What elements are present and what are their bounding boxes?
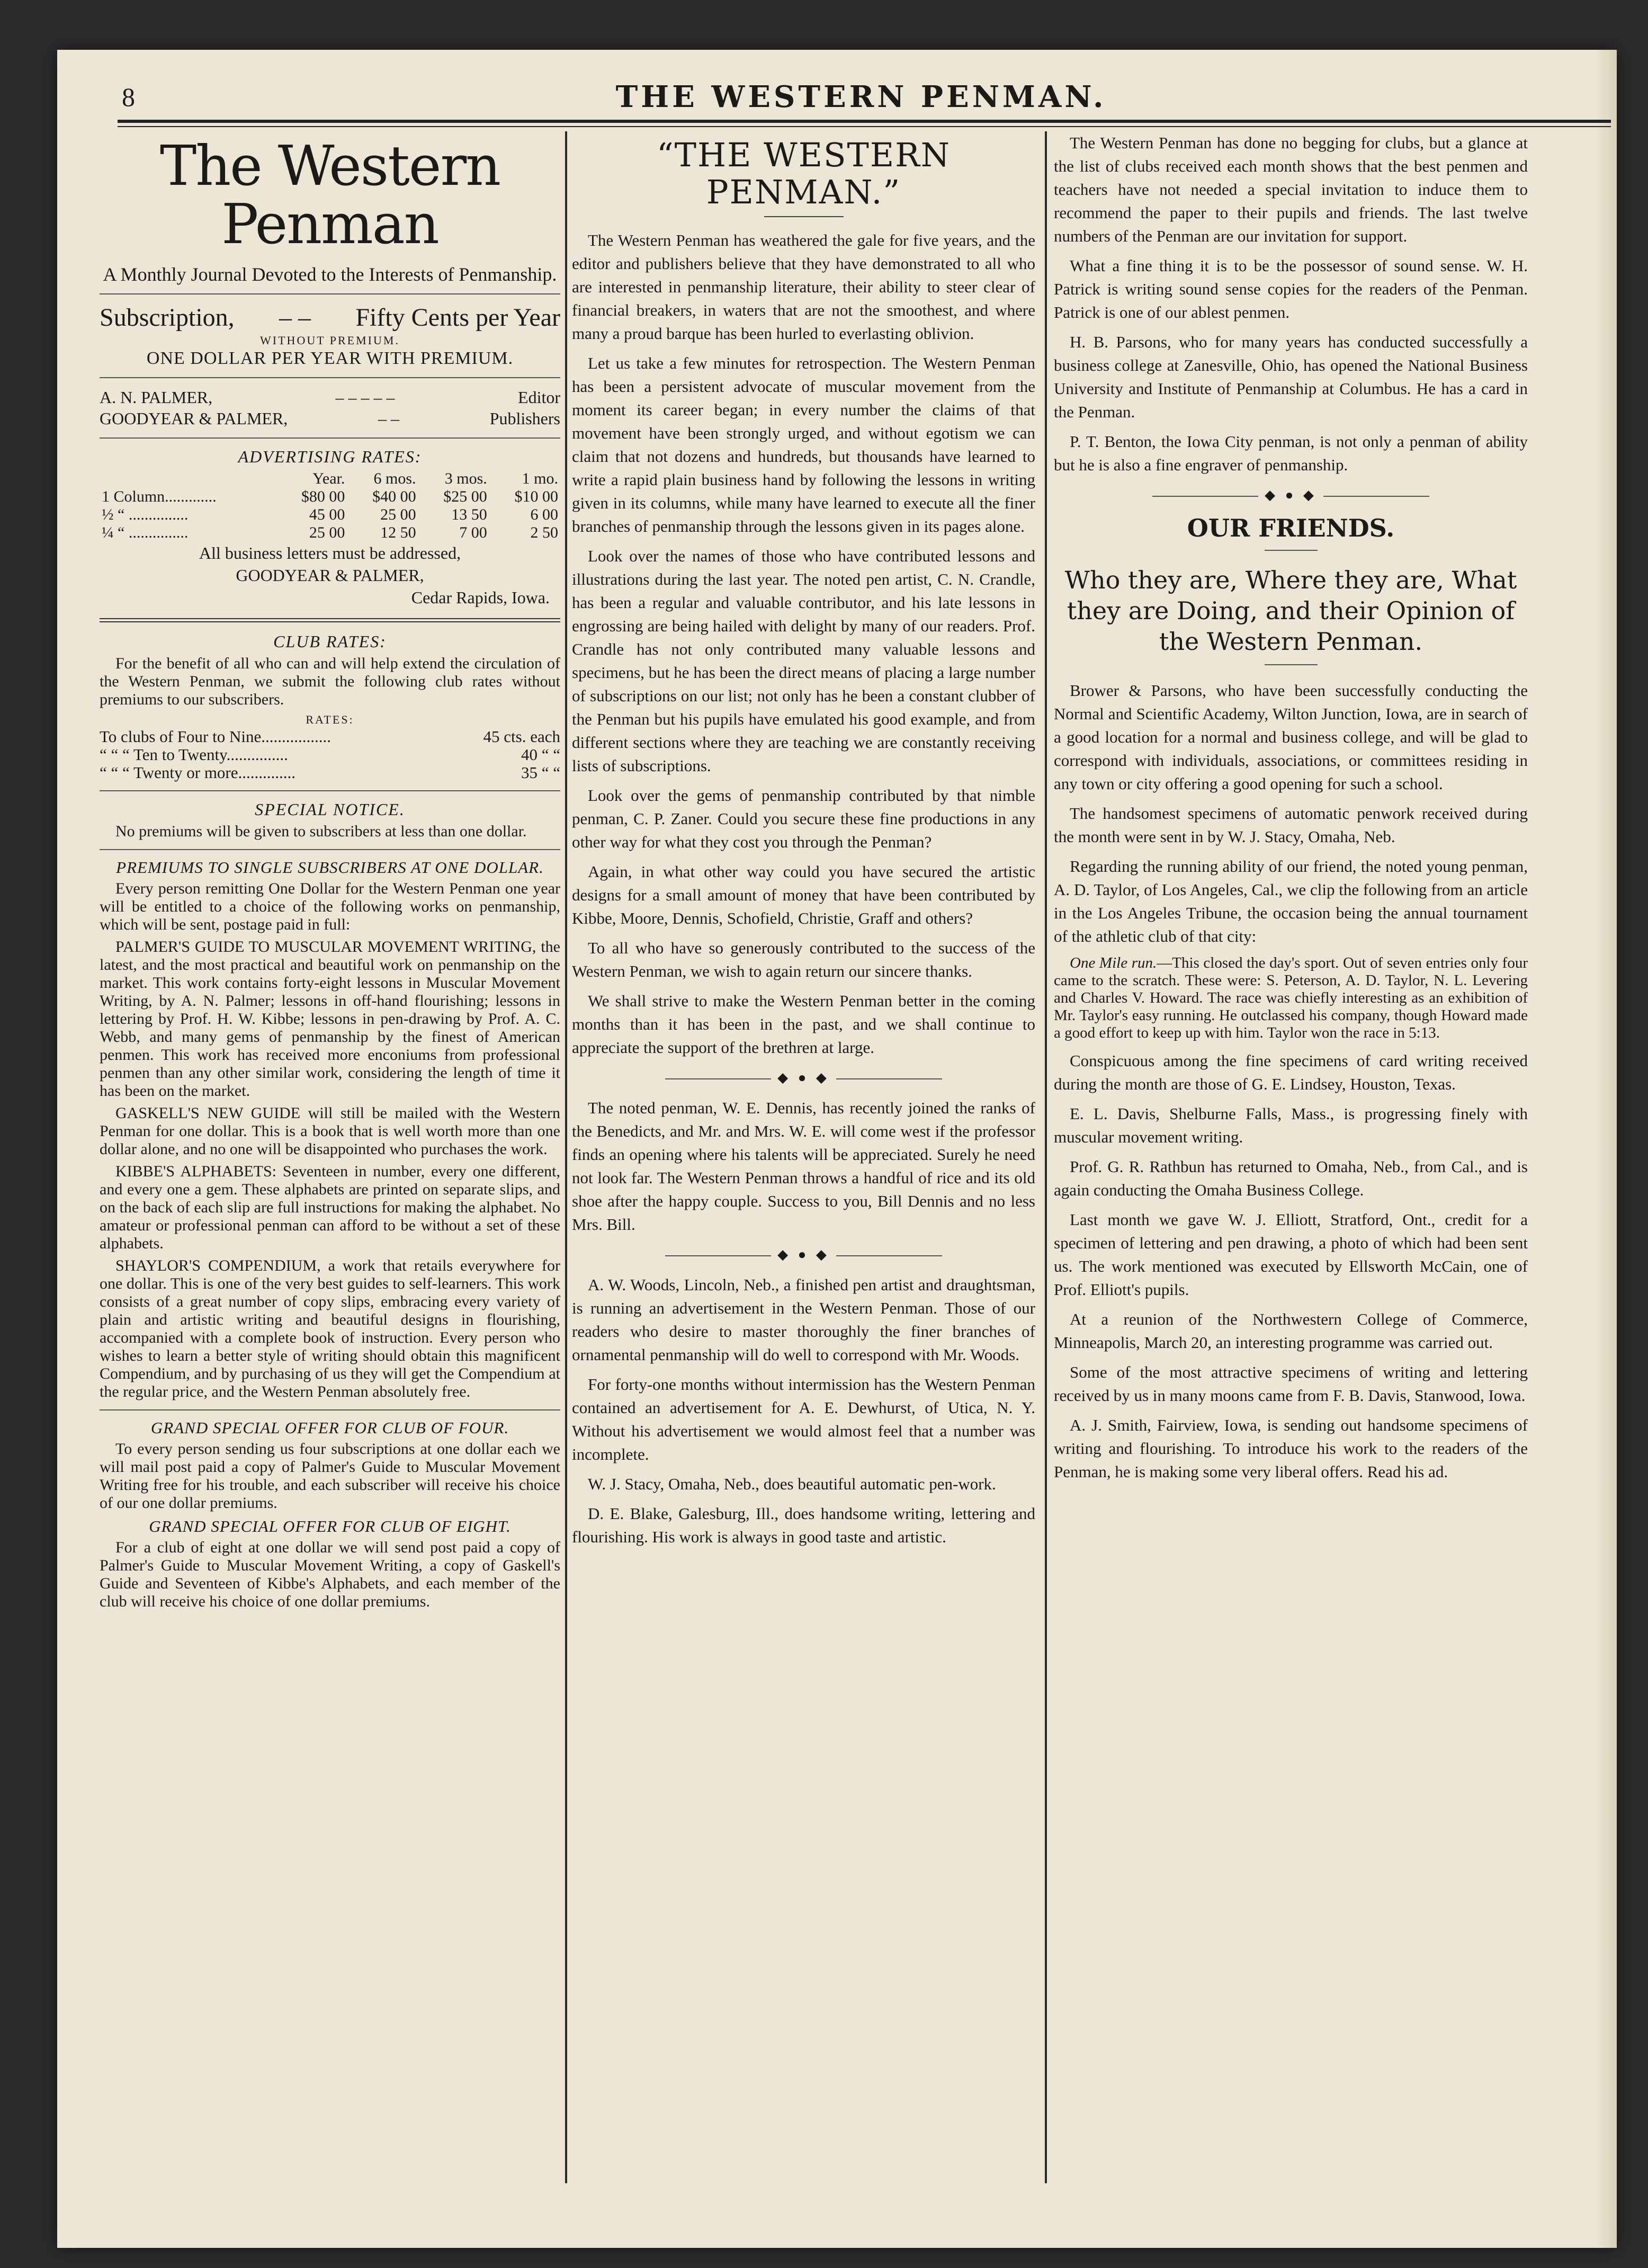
special-notice-text: No premiums will be given to subscribers at less than one dollar.: [115, 823, 527, 840]
news-item: The handsomest specimens of automatic penwork received during the month were sent in by W. J. Stacy, Omaha, Neb.: [1054, 804, 1528, 846]
header-rule: [118, 120, 1611, 127]
friends-subheading: Who they are, Where they are, What they are Doing, and their Opinion of the Western Penman.: [1064, 566, 1517, 656]
premiums-intro: Every person remitting One Dollar for the Western Penman one year will be entitled to a choice of the following works on penmanship, which will be sent, postage paid in full:: [100, 880, 560, 933]
club-row-label: To clubs of Four to Nine.................: [100, 727, 331, 746]
table-cell: 25 00: [309, 524, 345, 541]
editor-dashes: – – – – –: [335, 388, 395, 407]
club-row-label: “ “ “ Twenty or more..............: [100, 763, 296, 782]
column-right: [1054, 131, 1528, 2173]
double-divider: [100, 618, 560, 622]
news-item: E. L. Davis, Shelburne Falls, Mass., is progressing finely with muscular movement writing.: [1054, 1104, 1528, 1146]
divider: [100, 437, 560, 439]
club-rates-text: For the benefit of all who can and will help extend the circulation of the Western Penman, we submit the following club rates without premiums to our subscribers.: [100, 655, 560, 708]
page-binding-shadow: [1596, 50, 1617, 2248]
news-item: Prof. G. R. Rathbun has returned to Omaha, Neb., from Cal., and is again conducting the Omaha Business College.: [1054, 1157, 1528, 1199]
table-cell: 1 mo.: [522, 470, 558, 487]
column-middle: [572, 131, 1035, 2173]
table-header-row: [100, 470, 560, 488]
article-paragraph: Look over the names of those who have contributed lessons and illustrations during the last year. The noted pen artist, C. N. Crandle, has been a regular and valuable contributor, and his late lessons in engrossing are being hailed with delight by many of our readers. Prof. Crandle has not only contributed many valuable lessons and specimens, but he has been the direct means of placing a large number of subscriptions on our list; not only has he been a constant clubber of the Penman but his pupils have emulated his good example, and from different sections where they are teaching we are constantly receiving lists of subscriptions.: [572, 547, 1035, 775]
article-paragraph: We shall strive to make the Western Penman better in the coming months than it has been in the past, and we shall continue to appreciate the support of the brethren at large.: [572, 992, 1035, 1057]
tagline: A Monthly Journal Devoted to the Interests of Penmanship.: [103, 264, 557, 285]
club-row-price: 40 “ “: [521, 745, 560, 764]
publisher-name: GOODYEAR & PALMER,: [100, 409, 288, 428]
address-line-1: GOODYEAR & PALMER,: [236, 566, 424, 585]
publisher-line: [100, 408, 560, 429]
divider: [100, 790, 560, 791]
table-cell: $80 00: [301, 488, 345, 505]
article-paragraph: Look over the gems of penmanship contributed by that nimble penman, C. P. Zaner. Could you secure these fine productions in any other way for what they cost you through the Penman?: [572, 786, 1035, 851]
tribune-quote: [1054, 954, 1528, 1042]
running-header: [122, 79, 1600, 114]
table-cell: 6 mos.: [373, 470, 416, 487]
news-item: W. J. Stacy, Omaha, Neb., does beautiful automatic pen-work.: [588, 1475, 996, 1493]
divider: [100, 377, 560, 378]
table-row: [100, 506, 560, 524]
table-cell: 25 00: [380, 506, 416, 523]
ornament: ◆ ● ◆: [777, 1247, 830, 1262]
advertising-rates-heading: ADVERTISING RATES:: [238, 447, 422, 466]
column-rule-1: [565, 131, 567, 2183]
premium-gaskells-guide: GASKELL'S NEW GUIDE will still be mailed with the Western Penman for one dollar. This is a book that is well worth more than one dollar alone, and no one will be disappointed who purchases the work.: [100, 1104, 560, 1158]
news-item: A. J. Smith, Fairview, Iowa, is sending out handsome specimens of writing and flourishing. To introduce his work to the readers of the Penman, he is making some very liberal offers. Read his ad.: [1054, 1416, 1528, 1481]
table-cell: 1 Column.............: [102, 488, 217, 505]
publisher-dashes: – –: [378, 409, 399, 428]
address-line-2: Cedar Rapids, Iowa.: [411, 588, 550, 607]
club-row-price: 35 “ “: [521, 763, 560, 782]
short-rule: [1265, 664, 1318, 665]
rates-label: RATES:: [306, 713, 354, 726]
special-notice-heading: SPECIAL NOTICE.: [255, 800, 405, 819]
premium-kibbes-alphabets: KIBBE'S ALPHABETS: Seventeen in number, every one different, and every one a gem. These alphabets are printed on separate slips, and on the back of each slip are full instructions for making the alphabet. No amateur or professional penman can afford to be without a set of these alphabets.: [100, 1163, 560, 1252]
ornament-divider: [572, 1247, 1035, 1263]
article-heading: “THE WESTERN PENMAN.”: [656, 136, 951, 211]
news-item: For forty-one months without intermission has the Western Penman contained an advertisement for A. E. Dewhurst, of Utica, N. Y. Without his advertisement we would almost feel that a number was incomplete.: [572, 1375, 1035, 1463]
table-cell: $40 00: [372, 488, 416, 505]
table-cell: 13 50: [451, 506, 487, 523]
club-row: [100, 764, 560, 782]
news-item: P. T. Benton, the Iowa City penman, is not only a penman of ability but he is also a fine engraver of penmanship.: [1054, 432, 1528, 474]
masthead: The Western Penman: [159, 133, 500, 256]
article-paragraph: Again, in what other way could you have secured the artistic designs for a small amount of money that have been contributed by Kibbe, Moore, Dennis, Schofield, Christie, Graff and others?: [572, 862, 1035, 927]
article-paragraph: To all who have so generously contributed to the success of the Western Penman, we wish to again return our sincere thanks.: [572, 939, 1035, 980]
subscription-dashes: – –: [279, 303, 311, 332]
short-rule: [1265, 550, 1318, 551]
news-item: H. B. Parsons, who for many years has conducted successfully a business college at Zanesville, Ohio, has opened the National Business University and Institute of Penmanship at Columbus. He has a card in the Penman.: [1054, 333, 1528, 421]
grand-offer-four-heading: GRAND SPECIAL OFFER FOR CLUB OF FOUR.: [150, 1418, 509, 1437]
news-item: Regarding the running ability of our friend, the noted young penman, A. D. Taylor, of Los Angeles, Cal., we clip the following from an article in the Los Angeles Tribune, the occasion being the annual tournament of the athletic club of that city:: [1054, 857, 1528, 945]
grand-offer-eight-heading: GRAND SPECIAL OFFER FOR CLUB OF EIGHT.: [149, 1517, 511, 1535]
news-item: Last month we gave W. J. Elliott, Stratford, Ont., credit for a specimen of lettering and pen drawing, a photo of which had been sent us. The work mentioned was executed by Ellsworth McCain, one of Prof. Elliott's pupils.: [1054, 1210, 1528, 1299]
news-item: The noted penman, W. E. Dennis, has recently joined the ranks of the Benedicts, and Mr. and Mrs. W. E. will come west if the professor finds an opening where his talents will be appreciated. Surely he need not look far. The Western Penman throws a handful of rice and its old shoe after the happy couple. Success to you, Bill Dennis and no less Mrs. Bill.: [572, 1099, 1035, 1234]
table-cell: $25 00: [443, 488, 487, 505]
article-paragraph: Let us take a few minutes for retrospection. The Western Penman has been a persistent advocate of muscular movement from the moment its career began; in every number the claims of that movement have been strongly urged, and without egotism we can claim that not dozens and hundreds, but thousands have learned to write a rapid plain business hand by following the lessons in writing given in its columns, while many have learned to execute all the finer branches of penmanship through the lessons given in its pages alone.: [572, 354, 1035, 535]
without-premium: WITHOUT PREMIUM.: [260, 334, 400, 347]
address-note: All business letters must be addressed,: [199, 543, 461, 562]
table-cell: Year.: [312, 470, 345, 487]
divider: [100, 849, 560, 850]
short-rule: [764, 216, 844, 217]
table-cell: 7 00: [459, 524, 487, 541]
news-item: At a reunion of the Northwestern College of Commerce, Minneapolis, March 20, an interesting programme was carried out.: [1054, 1310, 1528, 1352]
subscription-line: [100, 303, 560, 333]
club-row-label: “ “ “ Ten to Twenty...............: [100, 745, 288, 764]
table-cell: 12 50: [380, 524, 416, 541]
quote-lead: One Mile run.: [1070, 954, 1157, 971]
news-item: What a fine thing it is to be the possessor of sound sense. W. H. Patrick is writing sound sense copies for the readers of the Penman. Patrick is one of our ablest penmen.: [1054, 256, 1528, 322]
news-item: D. E. Blake, Galesburg, Ill., does handsome writing, lettering and flourishing. His work is always in good taste and artistic.: [572, 1504, 1035, 1546]
publisher-role: Publishers: [489, 409, 560, 428]
ornament: ◆ ● ◆: [1265, 487, 1317, 503]
article-paragraph: The Western Penman has weathered the gale for five years, and the editor and publishers believe that they have demonstrated to all who are interested in penmanship literature, their ability to steer clear of financial breakers, in waters that are not the smoothest, and where many a proud barque has been hurled to everlasting oblivion.: [572, 231, 1035, 343]
advertising-rates-table: [100, 470, 560, 542]
page-number: 8: [122, 82, 135, 112]
news-item: Conspicuous among the fine specimens of card writing received during the month are those of G. E. Lindsey, Houston, Texas.: [1054, 1051, 1528, 1093]
ornament-divider: [572, 1070, 1035, 1086]
column-rule-2: [1045, 131, 1047, 2183]
subscription-price: Fifty Cents per Year: [355, 303, 560, 332]
with-premium: ONE DOLLAR PER YEAR WITH PREMIUM.: [146, 349, 514, 368]
editor-line: [100, 387, 560, 408]
news-item: Some of the most attractive specimens of writing and lettering received by us in many moons came from F. B. Davis, Stanwood, Iowa.: [1054, 1363, 1528, 1405]
news-item: A. W. Woods, Lincoln, Neb., a finished pen artist and draughtsman, is running an advertisement in the Western Penman. Those of our readers who desire to master thoroughly the finer branches of ornamental penmanship will do well to correspond with Mr. Woods.: [572, 1275, 1035, 1364]
premium-palmers-guide: PALMER'S GUIDE TO MUSCULAR MOVEMENT WRITING, the latest, and the most practical and beautiful work on penmanship on the market. This work contains forty-eight lessons in Muscular Movement Writing, by A. N. Palmer; lessons in off-hand flourishing; lessons in lettering by Prof. H. W. Kibbe; lessons in pen-drawing by Prof. A. C. Webb, and many gems of penmanship by the finest of American penmen. This work has received more enconiums from professional penmen than any other similar work, considering the length of time it has been on the market.: [100, 938, 560, 1100]
ornament-divider: [1054, 487, 1528, 503]
premium-shaylors-compendium: SHAYLOR'S COMPENDIUM, a work that retails everywhere for one dollar. This is one of the very best guides to self-learners. This work consists of a great number of copy slips, embracing every variety of plain and artistic writing and beautiful designs in flourishing, accompanied with a complete book of instruction. Every person who wishes to learn a better style of writing should obtain this magnificent Compendium, and by purchasing of us they will get the Compendium at the regular price, and the Western Penman absolutely free.: [100, 1257, 560, 1400]
table-cell: $10 00: [514, 488, 558, 505]
table-cell: 6 00: [530, 506, 558, 523]
friends-heading: OUR FRIENDS.: [1187, 514, 1395, 542]
table-cell: 3 mos.: [444, 470, 487, 487]
quote-body: —This closed the day's sport. Out of seven entries only four came to the scratch. These were: S. Peterson, A. D. Taylor, N. L. Levering and Charles V. Howard. The race was chiefly interesting as an exhibition of Mr. Taylor's easy running. He outclassed his company, though Howard made a good effort to keep up with him. Taylor won the race in 5:13.: [1054, 954, 1528, 1041]
club-rates-heading: CLUB RATES:: [273, 632, 387, 651]
running-title: THE WESTERN PENMAN.: [615, 79, 1107, 114]
news-item: The Western Penman has done no begging for clubs, but a glance at the list of clubs received each month shows that the best penmen and teachers have not needed a special invitation to induce them to recommend the paper to their pupils and friends. The last twelve numbers of the Penman are our invitation for support.: [1054, 133, 1528, 245]
club-row: [100, 728, 560, 746]
editor-role: Editor: [518, 388, 560, 407]
news-item: Brower & Parsons, who have been successfully conducting the Normal and Scientific Academy, Wilton Junction, Iowa, are in search of a good location for a normal and business college, and will be glad to correspond with individuals, associations, or committees residing in any town or city offering a good opening for such a school.: [1054, 681, 1528, 793]
table-cell: [100, 470, 276, 488]
divider: [100, 293, 560, 294]
grand-offer-eight-text: For a club of eight at one dollar we will send post paid a copy of Palmer's Guide to Muscular Movement Writing, a copy of Gaskell's Guide and Seventeen of Kibbe's Alphabets, and each member of the club will receive his choice of one dollar premiums.: [100, 1539, 560, 1610]
grand-offer-four-text: To every person sending us four subscriptions at one dollar each we will mail post paid a copy of Palmer's Guide to Muscular Movement Writing free for his trouble, and each subscriber will receive his choice of our one dollar premiums.: [100, 1440, 560, 1512]
table-cell: 2 50: [530, 524, 558, 541]
table-row: [100, 524, 560, 542]
table-cell: ¼ “ ...............: [102, 524, 189, 541]
club-row: [100, 746, 560, 764]
editor-name: A. N. PALMER,: [100, 388, 213, 407]
ornament: ◆ ● ◆: [777, 1070, 830, 1085]
table-cell: ½ “ ...............: [102, 506, 189, 523]
divider: [100, 1409, 560, 1410]
premiums-heading: PREMIUMS TO SINGLE SUBSCRIBERS AT ONE DOLLAR.: [116, 858, 544, 877]
table-cell: 45 00: [309, 506, 345, 523]
subscription-label: Subscription,: [100, 303, 235, 332]
club-row-price: 45 cts. each: [483, 727, 560, 746]
table-row: [100, 488, 560, 506]
column-left: [100, 131, 560, 2173]
